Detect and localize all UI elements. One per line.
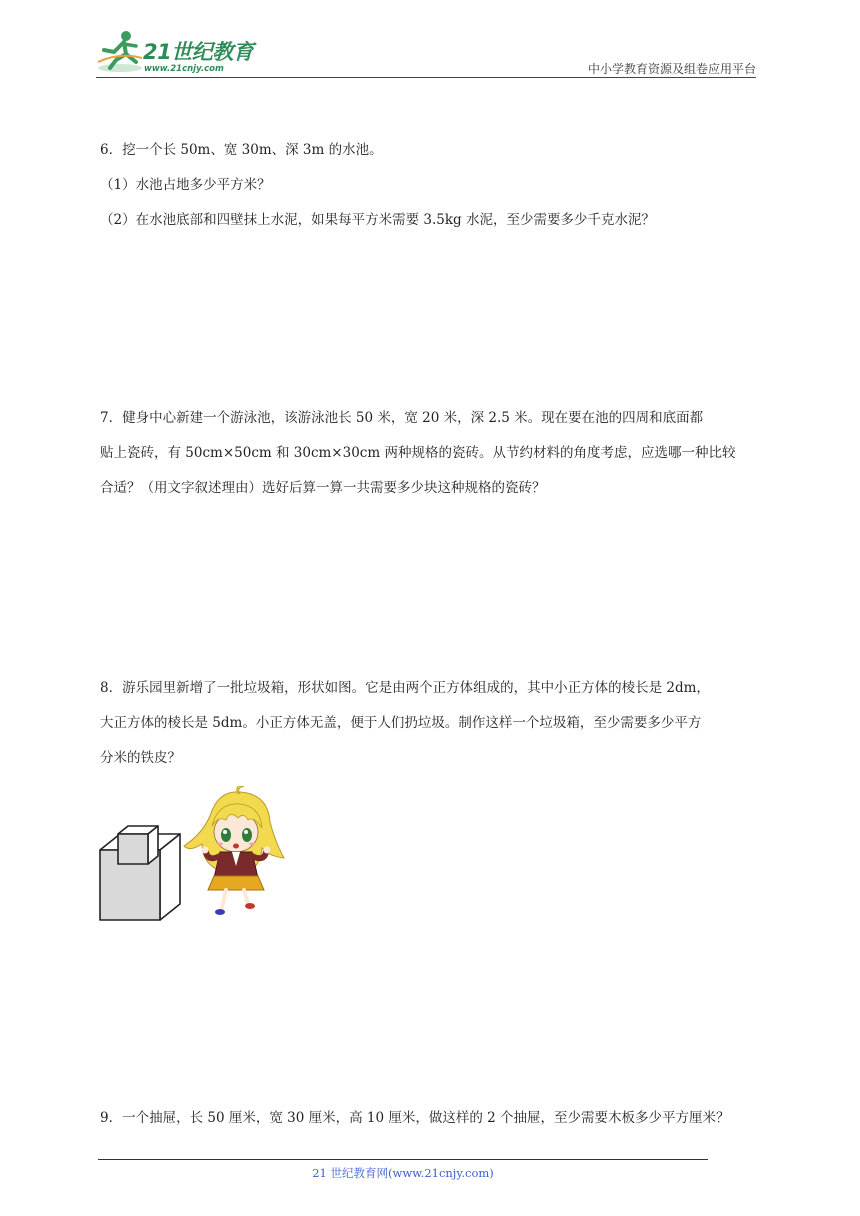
logo-text: 21世纪教育 <box>143 40 254 64</box>
question-7-line-2: 贴上瓷砖，有 50cm×50cm 和 30cm×30cm 两种规格的瓷砖。从节约材料的角度考虑，应选哪一种比较 <box>100 445 736 461</box>
question-8-line-3: 分米的铁皮？ <box>100 750 181 766</box>
small-cube-shape <box>118 826 158 864</box>
question-6-text: 6．挖一个长 50m、宽 30m、深 3m 的水池。 <box>100 142 383 158</box>
page-header <box>96 28 756 80</box>
runner-icon <box>96 28 144 74</box>
header-divider <box>96 77 756 78</box>
cartoon-girl-illustration <box>184 786 284 915</box>
question-7-line-3: 合适？（用文字叙述理由）选好后算一算一共需要多少块这种规格的瓷砖？ <box>100 480 546 496</box>
question-8-figure <box>98 786 288 926</box>
stacked-cubes-figure <box>98 786 288 926</box>
question-8-line-1: 8．游乐园里新增了一批垃圾箱，形状如图。它是由两个正方体组成的，其中小正方体的棱长是 2dm， <box>100 680 710 696</box>
question-6 <box>100 133 768 238</box>
logo-url: www.21cnjy.com <box>144 64 224 74</box>
question-7-line-1: 7．健身中心新建一个游泳池，该游泳池长 50 米，宽 20 米，深 2.5 米。现在要在池的四周和底面都 <box>100 410 704 426</box>
footer-link[interactable]: 21 世纪教育网(www.21cnjy.com) <box>312 1166 494 1180</box>
question-7 <box>100 401 768 506</box>
footer-divider <box>98 1159 708 1160</box>
question-6-part-1: （1）水池占地多少平方米？ <box>100 177 271 193</box>
site-logo <box>96 28 261 78</box>
platform-name: 中小学教育资源及组卷应用平台 <box>587 62 756 76</box>
question-9 <box>100 1101 768 1136</box>
question-8-line-2: 大正方体的棱长是 5dm。小正方体无盖，便于人们扔垃圾。制作这样一个垃圾箱，至少需要多少平方 <box>100 715 702 731</box>
question-8 <box>100 671 768 776</box>
question-9-text: 9．一个抽屉，长 50 厘米，宽 30 厘米，高 10 厘米，做这样的 2 个抽屉，至少需要木板多少平方厘米？ <box>100 1110 730 1126</box>
question-6-part-2: （2）在水池底部和四壁抹上水泥，如果每平方米需要 3.5kg 水泥，至少需要多少千克水泥？ <box>100 212 655 228</box>
